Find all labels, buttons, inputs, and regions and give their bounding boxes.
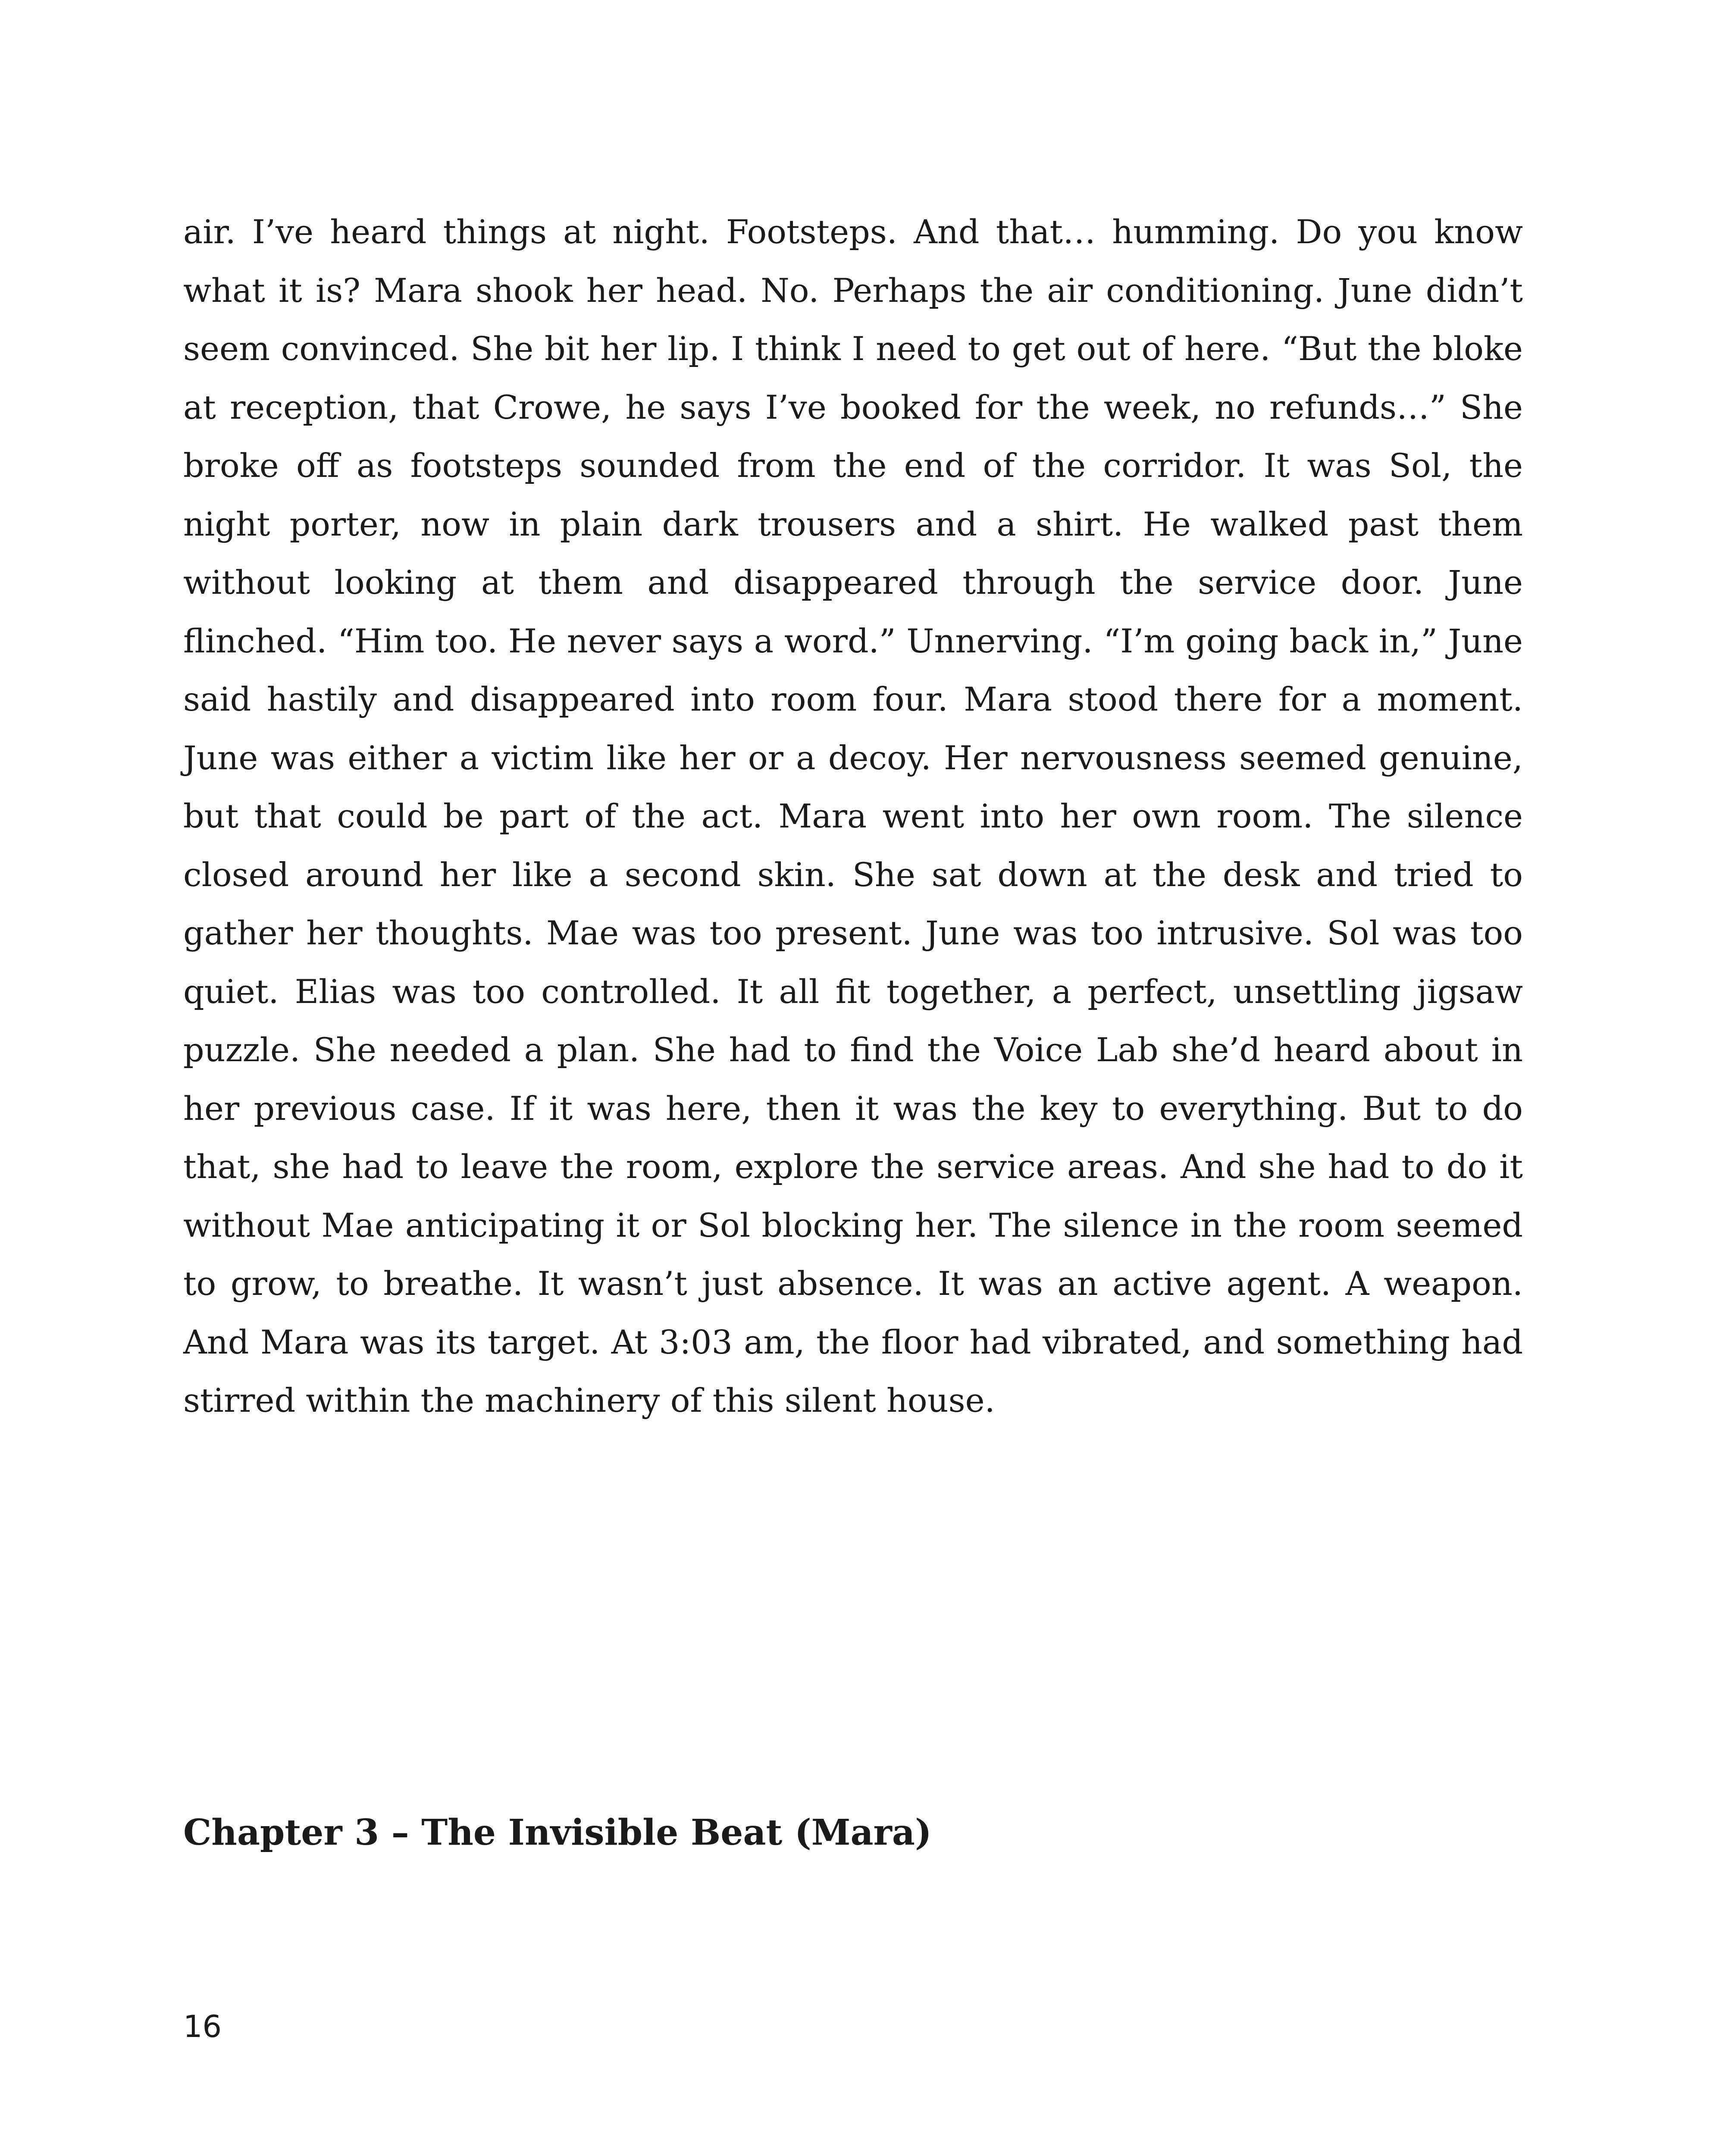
page-number: 16	[183, 2009, 222, 2044]
body-paragraph: air. I’ve heard things at night. Footsteps. And that… humming. Do you know what it is? Mara shook her head. No. Perhaps the air conditioning. June didn’t seem convinced. She bit her lip. I think I need to get out of here. “But the bloke at reception, that Crowe, he says I’ve booked for the week, no refunds…” She broke off as footsteps sounded from the end of the corridor. It was Sol, the night porter, now in plain dark trousers and a shirt. He walked past them without looking at them and disappeared through the service door. June flinched. “Him too. He never says a word.” Unnerving. “I’m going back in,” June said hastily and disappeared into room four. Mara stood there for a moment. June was either a victim like her or a decoy. Her nervousness seemed genuine, but that could be part of the act. Mara went into her own room. The silence closed around her like a second skin. She sat down at the desk and tried to gather her thoughts. Mae was too present. June was too intrusive. Sol was too quiet. Elias was too controlled. It all fit together, a perfect, unsettling jigsaw puzzle. She needed a plan. She had to find the Voice Lab she’d heard about in her previous case. If it was here, then it was the key to everything. But to do that, she had to leave the room, explore the service areas. And she had to do it without Mae anticipating it or Sol blocking her. The silence in the room seemed to grow, to breathe. It wasn’t just absence. It was an active agent. A weapon. And Mara was its target. At 3:03 am, the floor had vibrated, and something had stirred within the machinery of this silent house.	[183, 213, 1523, 1420]
chapter-heading: Chapter 3 – The Invisible Beat (Mara)	[183, 1812, 932, 1853]
